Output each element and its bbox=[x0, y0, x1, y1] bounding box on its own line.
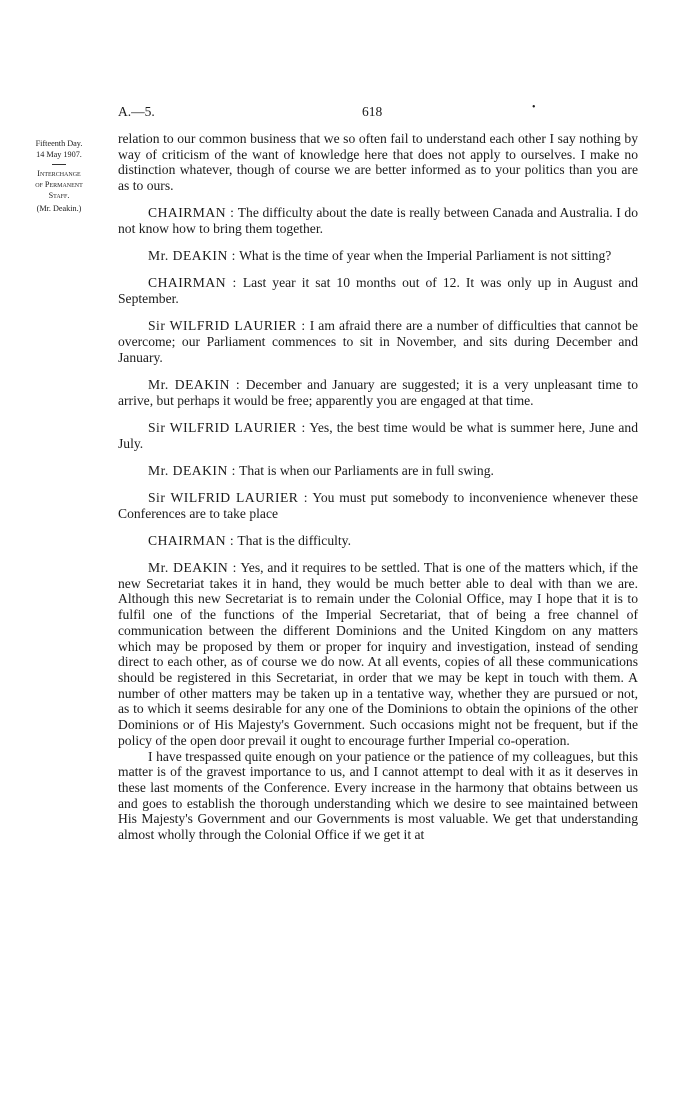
paragraph-laurier bbox=[118, 490, 638, 521]
margin-topic-line-2: of Permanent bbox=[35, 180, 83, 189]
speaker-name: CHAIRMAN : bbox=[148, 205, 235, 221]
speaker-name: Sir WILFRID LAURIER : bbox=[148, 489, 309, 505]
paragraph-chairman bbox=[118, 275, 638, 306]
speaker-name: Sir WILFRID LAURIER : bbox=[148, 318, 306, 334]
paragraph-deakin bbox=[118, 377, 638, 408]
paragraph-text: I have trespassed quite enough on your patience or the patience of my colleagues, but this matter is of the gravest importance to us, and I cannot attempt to deal with it as it deserves in these last moments of the Conference. Every increase in the harmony that obtains between us and goes to establish the thorough understanding which we desire to see maintained between His Majesty's Government and our Governments is most valuable. We get that understanding almost wholly through the Colonial Office if we get it at bbox=[118, 748, 638, 843]
page-number: 618 bbox=[362, 104, 383, 119]
paragraph-text: That is the difficulty. bbox=[237, 532, 351, 548]
transcript-body bbox=[118, 131, 638, 854]
paragraph-text: Yes, the best time would be what is summer here, June and July. bbox=[118, 419, 639, 451]
margin-speaker: (Mr. Deakin.) bbox=[36, 204, 82, 213]
paragraph-laurier bbox=[118, 420, 638, 451]
margin-date: 14 May 1907. bbox=[36, 150, 82, 159]
paragraph-deakin bbox=[118, 560, 638, 748]
paragraph-chairman bbox=[118, 533, 638, 549]
document-reference: A.—5. bbox=[118, 104, 155, 119]
paragraph-text: Yes, and it requires to be settled. That is one of the matters which, if the new Secretariat takes it in hand, they would be much better able to deal with than we are. Although this new Secretariat is to remain under the Colonial Office, may I hope that it is to fulfil one of the functions of the Imperial Secretariat, that of being a free channel of communication between the different Dominions and the United Kingdom on any matters which may be proposed by them or proper for inquiry and investigation, instead of sending direct to each other, as of course we do now. At all events, copies of all these communications should be registered in this Secretariat, in order that we may be kept in touch with them. A number of other matters may be taken up in a tentative way, whether they are pursued or not, as to which it seems desirable for any one of the Dominions to obtain the opinions of the other Dominions or of His Majesty's Government. Such occasions might not be frequent, but if the policy of the open door prevail it ought to encourage further Imperial co-operation. bbox=[118, 560, 638, 748]
paragraph-text: That is when our Parliaments are in full swing. bbox=[239, 462, 494, 478]
speaker-name: Mr. DEAKIN : bbox=[148, 560, 237, 576]
paragraph-text: The difficulty about the date is really between Canada and Australia. I do not know how to bring them together. bbox=[118, 205, 638, 237]
paragraph-deakin bbox=[118, 463, 638, 479]
paragraph-text: What is the time of year when the Imperial Parliament is not sitting? bbox=[239, 248, 612, 264]
paragraph-deakin-continued bbox=[118, 749, 638, 843]
paragraph-deakin bbox=[118, 248, 638, 264]
paragraph-text: December and January are suggested; it is a very unpleasant time to arrive, but perhaps it would be free; apparently you are engaged at that time. bbox=[118, 376, 638, 408]
speaker-name: Sir WILFRID LAURIER : bbox=[148, 419, 306, 435]
printer-mark: • bbox=[532, 102, 536, 113]
paragraph-chairman bbox=[118, 205, 638, 236]
speaker-name: CHAIRMAN : bbox=[148, 532, 235, 548]
margin-topic-line-3: Staff. bbox=[48, 191, 70, 200]
speaker-name: Mr. DEAKIN : bbox=[148, 462, 236, 478]
speaker-name: CHAIRMAN : bbox=[148, 275, 237, 291]
paragraph-text: You must put somebody to inconvenience whenever these Conferences are to take place bbox=[118, 489, 638, 521]
margin-note bbox=[4, 138, 114, 214]
page-header bbox=[118, 104, 638, 122]
speaker-name: Mr. DEAKIN : bbox=[148, 248, 236, 264]
speaker-name: Mr. DEAKIN : bbox=[148, 376, 241, 392]
paragraph-text: relation to our common business that we so often fail to understand each other I say nothing by way of criticism of the want of knowledge here that does not apply to ourselves. I make no distinction whatever, though of course we are better informed as to your politics than you are as to ours. bbox=[118, 131, 638, 194]
paragraph-continuation bbox=[118, 131, 638, 194]
margin-rule bbox=[52, 164, 66, 165]
margin-day: Fifteenth Day. bbox=[35, 139, 83, 148]
margin-topic-line-1: Interchange bbox=[37, 169, 81, 178]
paragraph-text: I am afraid there are a number of difficulties that cannot be overcome; our Parliament commences to sit in November, and sits during December and January. bbox=[118, 318, 639, 365]
paragraph-laurier bbox=[118, 318, 638, 365]
paragraph-text: Last year it sat 10 months out of 12. It was only up in August and September. bbox=[118, 275, 638, 307]
